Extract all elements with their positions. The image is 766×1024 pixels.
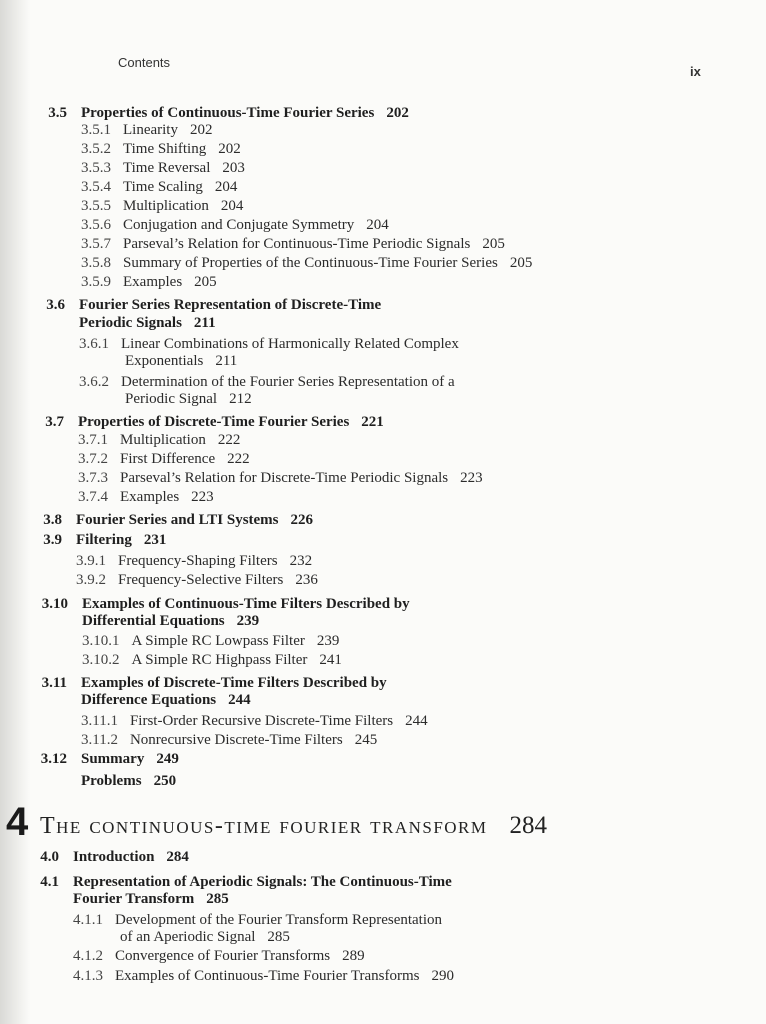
section-number: 3.6 xyxy=(46,297,65,313)
running-header-title: Contents xyxy=(118,55,171,70)
page-ref: 212 xyxy=(229,391,252,407)
section-title: Filtering xyxy=(76,532,132,548)
entry-title: Examples of Continuous-Time Fourier Transforms xyxy=(115,968,420,984)
toc-section-3-11-cont[interactable] xyxy=(81,691,251,709)
page-ref: 202 xyxy=(218,141,241,157)
section-number: 3.12 xyxy=(40,751,67,767)
section-title: Properties of Continuous-Time Fourier Series xyxy=(81,105,375,121)
toc-entry-3-5-8[interactable] xyxy=(81,254,532,272)
entry-title: Time Reversal xyxy=(123,160,211,176)
toc-entry-3-6-2-cont[interactable] xyxy=(125,390,252,408)
page-ref: 203 xyxy=(222,160,245,176)
section-title: Fourier Series and LTI Systems xyxy=(76,512,279,528)
entry-title: Periodic Signal xyxy=(125,391,218,407)
entry-number: 3.9.1 xyxy=(76,553,106,569)
entry-number: 3.11.2 xyxy=(81,732,118,748)
entry-title: Time Scaling xyxy=(123,179,203,195)
section-title: Summary xyxy=(81,751,145,767)
entry-number: 4.1.3 xyxy=(73,968,103,984)
entry-title: Convergence of Fourier Transforms xyxy=(115,948,331,964)
toc-entry-3-5-3[interactable] xyxy=(81,159,245,177)
toc-entry-3-10-2[interactable] xyxy=(82,651,342,669)
entry-title: Development of the Fourier Transform Representation xyxy=(115,912,443,928)
page-ref: 226 xyxy=(290,512,314,528)
section-number: 3.7 xyxy=(45,414,64,430)
page-ref: 239 xyxy=(316,633,340,649)
toc-entry-4-1-2[interactable] xyxy=(73,947,365,965)
page-ref: 285 xyxy=(206,891,229,907)
page-ref: 289 xyxy=(342,948,365,964)
page-ref: 244 xyxy=(228,692,251,708)
entry-number: 3.5.4 xyxy=(81,179,111,195)
toc-section-3-7[interactable] xyxy=(45,413,384,431)
toc-section-3-6[interactable] xyxy=(46,296,382,314)
entry-number: 3.5.1 xyxy=(81,122,111,138)
toc-entry-3-7-1[interactable] xyxy=(78,431,240,449)
entry-number: 3.7.2 xyxy=(78,451,108,467)
toc-entry-3-11-1[interactable] xyxy=(81,712,428,730)
entry-number: 3.6.2 xyxy=(79,374,109,390)
page-ref: 205 xyxy=(482,236,505,252)
toc-entry-4-1-3[interactable] xyxy=(73,967,454,985)
page-ref: 223 xyxy=(191,489,214,505)
page-ref: 284 xyxy=(166,849,189,865)
page-ref: 204 xyxy=(220,198,244,214)
entry-title: First-Order Recursive Discrete-Time Filters xyxy=(129,713,394,729)
entry-number: 3.6.1 xyxy=(79,336,109,352)
entry-title: Conjugation and Conjugate Symmetry xyxy=(123,217,355,233)
section-title: Examples of Discrete-Time Filters Described by xyxy=(81,675,387,691)
entry-number: 3.10.2 xyxy=(82,652,120,668)
page-ref: 202 xyxy=(386,105,409,121)
toc-entry-3-5-1[interactable] xyxy=(81,121,212,139)
toc-entry-3-7-2[interactable] xyxy=(78,450,250,468)
toc-problems[interactable] xyxy=(81,772,176,790)
entry-title: Linear Combinations of Harmonically Related Complex xyxy=(121,336,459,352)
page-ref: 205 xyxy=(194,274,217,290)
entry-title: Time Shifting xyxy=(123,141,207,157)
page-ref: 290 xyxy=(431,968,454,984)
entry-title: of an Aperiodic Signal xyxy=(120,929,256,945)
entry-number: 4.1.1 xyxy=(73,912,103,928)
section-number: 4.0 xyxy=(40,849,59,865)
entry-title: Frequency-Shaping Filters xyxy=(118,553,278,569)
entry-title: A Simple RC Highpass Filter xyxy=(131,652,308,668)
page-ref: 211 xyxy=(193,315,216,331)
entry-number: 3.5.3 xyxy=(81,160,111,176)
chapter-page-ref: 284 xyxy=(509,812,548,839)
entry-title: First Difference xyxy=(120,451,216,467)
section-title: Fourier Transform xyxy=(73,891,195,907)
toc-entry-3-5-6[interactable] xyxy=(81,216,389,234)
chapter-number: 4 xyxy=(6,800,29,844)
entry-title: Exponentials xyxy=(125,353,204,369)
entry-number: 3.9.2 xyxy=(76,572,106,588)
toc-entry-3-11-2[interactable] xyxy=(81,731,377,749)
toc-section-4-1[interactable] xyxy=(40,873,452,891)
entry-title: Examples xyxy=(123,274,183,290)
entry-title: Multiplication xyxy=(123,198,209,214)
toc-entry-3-9-1[interactable] xyxy=(76,552,312,570)
toc-entry-4-1-1-cont[interactable] xyxy=(120,928,290,946)
page-ref: 205 xyxy=(509,255,533,271)
toc-entry-3-7-3[interactable] xyxy=(78,469,483,487)
section-title: Difference Equations xyxy=(81,692,217,708)
page-ref: 249 xyxy=(156,751,179,767)
page-ref: 239 xyxy=(236,613,260,629)
entry-number: 3.5.2 xyxy=(81,141,111,157)
toc-section-4-1-cont[interactable] xyxy=(73,890,229,908)
entry-title: A Simple RC Lowpass Filter xyxy=(131,633,305,649)
entry-title: Parseval’s Relation for Continuous-Time Periodic Signals xyxy=(123,236,471,252)
entry-title: Multiplication xyxy=(120,432,206,448)
toc-entry-3-6-1[interactable] xyxy=(79,335,459,353)
section-title: Fourier Series Representation of Discrete-Time xyxy=(79,297,382,313)
chapter-heading[interactable] xyxy=(40,812,547,840)
page-ref: 222 xyxy=(227,451,250,467)
entry-title: Parseval’s Relation for Discrete-Time Periodic Signals xyxy=(120,470,449,486)
toc-entry-3-5-9[interactable] xyxy=(81,273,217,291)
section-number: 3.11 xyxy=(41,675,67,691)
toc-section-3-8[interactable] xyxy=(43,511,314,529)
page-ref: 204 xyxy=(366,217,389,233)
page-ref: 204 xyxy=(214,179,238,195)
toc-entry-3-5-2[interactable] xyxy=(81,140,241,158)
section-title: Introduction xyxy=(73,849,155,865)
entry-number: 3.5.5 xyxy=(81,198,111,214)
entry-number: 3.7.4 xyxy=(78,489,108,505)
entry-number: 3.11.1 xyxy=(81,713,118,729)
toc-section-3-12[interactable] xyxy=(40,750,179,768)
page-ref: 231 xyxy=(143,532,167,548)
toc-section-3-6-cont[interactable] xyxy=(79,314,216,332)
page-ref: 211 xyxy=(215,353,238,369)
entry-number: 3.5.8 xyxy=(81,255,111,271)
page-ref: 241 xyxy=(319,652,342,668)
section-title: Representation of Aperiodic Signals: The Continuous-Time xyxy=(73,874,452,890)
entry-title: Linearity xyxy=(123,122,178,138)
toc-section-3-10[interactable] xyxy=(41,595,410,613)
page-ref: 221 xyxy=(361,414,384,430)
toc-section-3-9[interactable] xyxy=(43,531,167,549)
section-title: Examples of Continuous-Time Filters Described by xyxy=(82,596,410,612)
entry-number: 3.5.7 xyxy=(81,236,111,252)
toc-entry-3-7-4[interactable] xyxy=(78,488,214,506)
section-number: 3.8 xyxy=(43,512,62,528)
entry-number: 3.7.3 xyxy=(78,470,108,486)
toc-entry-3-5-7[interactable] xyxy=(81,235,505,253)
toc-entry-3-5-5[interactable] xyxy=(81,197,243,215)
toc-section-3-5[interactable] xyxy=(48,104,409,122)
entry-title: Examples xyxy=(120,489,180,505)
entry-number: 3.5.9 xyxy=(81,274,111,290)
page-ref: 222 xyxy=(217,432,241,448)
entry-number: 3.7.1 xyxy=(78,432,108,448)
entry-number: 4.1.2 xyxy=(73,948,103,964)
header-page-number: ix xyxy=(690,64,701,79)
toc-section-3-10-cont[interactable] xyxy=(82,612,259,630)
entry-number: 3.10.1 xyxy=(82,633,120,649)
entry-title: Summary of Properties of the Continuous-Time Fourier Series xyxy=(123,255,498,271)
page-ref: 236 xyxy=(295,572,318,588)
page-ref: 223 xyxy=(460,470,483,486)
entry-title: Nonrecursive Discrete-Time Filters xyxy=(129,732,343,748)
toc-entry-3-9-2[interactable] xyxy=(76,571,318,589)
section-number: 3.5 xyxy=(48,105,67,121)
entry-title: Frequency-Selective Filters xyxy=(118,572,284,588)
page-ref: 245 xyxy=(354,732,378,748)
section-number: 3.9 xyxy=(43,532,62,548)
page-gutter-shadow xyxy=(0,0,30,1024)
toc-section-3-11[interactable] xyxy=(41,674,387,692)
page-ref: 202 xyxy=(189,122,213,138)
toc-entry-3-6-1-cont[interactable] xyxy=(125,352,237,370)
section-number: 3.10 xyxy=(41,596,68,612)
section-title: Periodic Signals xyxy=(79,315,182,331)
toc-entry-3-10-1[interactable] xyxy=(82,632,339,650)
chapter-title: The continuous-time fourier transform xyxy=(40,813,488,839)
section-title: Differential Equations xyxy=(82,613,225,629)
toc-entry-4-1-1[interactable] xyxy=(73,911,442,929)
entry-title: Determination of the Fourier Series Representation of a xyxy=(121,374,455,390)
entry-number: 3.5.6 xyxy=(81,217,111,233)
toc-section-4-0[interactable] xyxy=(40,848,189,866)
page-ref: 285 xyxy=(267,929,290,945)
page-ref: 250 xyxy=(153,773,177,789)
section-title: Properties of Discrete-Time Fourier Series xyxy=(78,414,350,430)
page-ref: 232 xyxy=(289,553,313,569)
page-ref: 244 xyxy=(405,713,428,729)
section-number: 4.1 xyxy=(40,874,59,890)
toc-entry-3-5-4[interactable] xyxy=(81,178,237,196)
section-title: Problems xyxy=(81,773,142,789)
toc-entry-3-6-2[interactable] xyxy=(79,373,455,391)
